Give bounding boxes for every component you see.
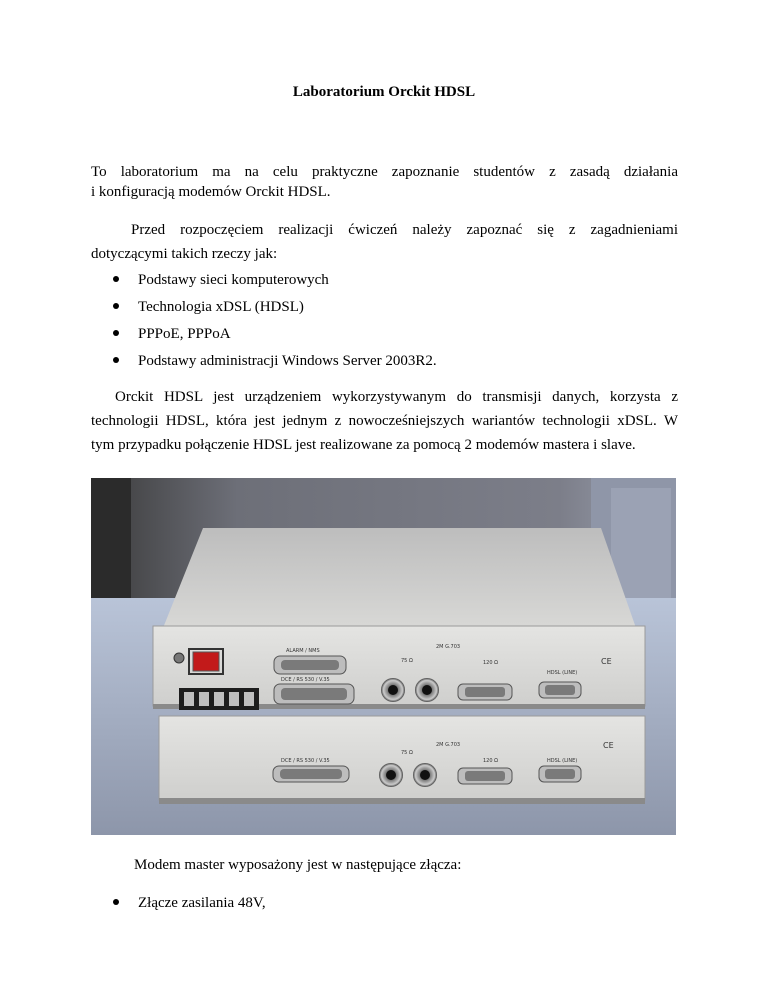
dce-label-bottom: DCE / RS 530 / V.35 (281, 758, 330, 764)
list-item (113, 893, 266, 913)
prereq-line-1: Przed rozpoczęciem realizacji ćwiczeń należy zapoznać się z zagadnieniami (131, 222, 678, 238)
description-line-1: Orckit HDSL jest urządzeniem wykorzystywanym do transmisji danych, korzysta z (115, 389, 678, 405)
modem-photo-drawing (91, 478, 676, 835)
ohm120-label-bottom: 120 Ω (483, 758, 498, 764)
ohm75-label-top: 75 Ω (401, 658, 413, 664)
connector-item-text: Złącze zasilania 48V, (138, 895, 266, 911)
dce-label-top: DCE / RS 530 / V.35 (281, 677, 330, 683)
description-line-2: technologii HDSL, która jest jednym z nowocześniejszych wariantów technologii xDSL. W (91, 413, 678, 429)
g703-label-bottom: 2M G.703 (436, 742, 461, 748)
bullet-icon (113, 357, 119, 363)
ohm75-label-bottom: 75 Ω (401, 750, 413, 756)
g703-label-top: 2M G.703 (436, 644, 461, 650)
topics-list (113, 270, 437, 378)
ohm120-label-top: 120 Ω (483, 660, 498, 666)
prereq-paragraph (91, 218, 678, 266)
intro-line-2: i konfiguracją modemów Orckit HDSL. (91, 184, 331, 200)
document-title: Laboratorium Orckit HDSL (292, 84, 476, 100)
list-item: PPPoE, PPPoA (113, 324, 437, 351)
hdsl-label-bottom: HDSL (LINE) (547, 758, 578, 764)
hdsl-label-top: HDSL (LINE) (547, 670, 578, 676)
intro-paragraph (91, 162, 678, 202)
bullet-icon (113, 330, 119, 336)
ce-mark-bottom: CE (603, 741, 614, 750)
alarm-label: ALARM / NMS (286, 648, 320, 654)
modem-photo (91, 478, 676, 835)
list-item: Podstawy administracji Windows Server 2003R2. (113, 351, 437, 378)
list-item: Technologia xDSL (HDSL) (113, 297, 437, 324)
description-paragraph (91, 385, 678, 457)
bullet-icon (113, 276, 119, 282)
bullet-icon (113, 303, 119, 309)
intro-line-1: To laboratorium ma na celu praktyczne zapoznanie studentów z zasadą działania (91, 164, 678, 180)
list-item: Podstawy sieci komputerowych (113, 270, 437, 297)
prereq-line-2: dotyczącymi takich rzeczy jak: (91, 246, 278, 262)
bullet-icon (113, 899, 119, 905)
photo-caption: Modem master wyposażony jest w następujące złącza: (134, 857, 462, 873)
ce-mark-top: CE (601, 657, 612, 666)
description-line-3: tym przypadku połączenie HDSL jest realizowane za pomocą 2 modemów mastera i slave. (91, 437, 636, 453)
